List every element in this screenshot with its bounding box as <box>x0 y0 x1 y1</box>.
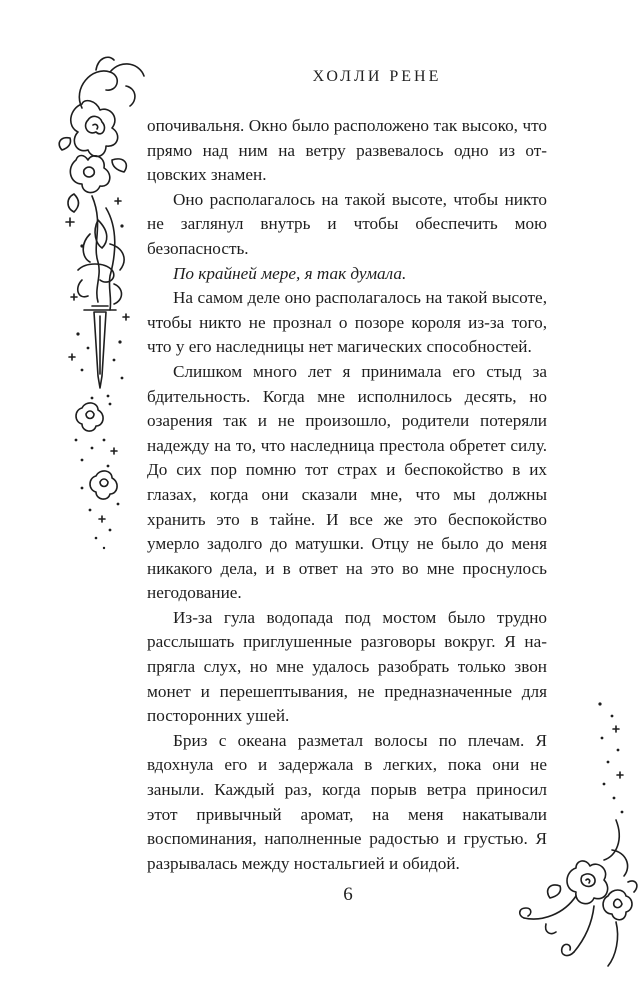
floral-vine-dagger-icon <box>52 48 152 568</box>
paragraph-italic: По крайней мере, я так думала. <box>173 263 407 283</box>
floral-vine-corner-icon <box>516 700 640 980</box>
paragraph: На самом деле оно располагалось на такой высоте, чтобы никто не прознал о позоре короля из-за того, что у его наследницы нет магических способностей. <box>147 288 547 357</box>
paragraph: Бриз с океана разметал волосы по плечам. Я вдохнула его и задержала в легких, пока они не заныли. Каждый раз, когда порыв ветра приносил этот привычный аромат, на меня накатывали воспоминания, наполненные радостью и грустью. Я разрывалась между ностальгией и обидой. <box>147 730 547 873</box>
paragraph: Слишком много лет я принимала его стыд за бдительность. Когда мне исполнилось десять, но озарения так и не произошло, родители потеряли надежду на то, что наследница престола обретет силу. До сих пор помню тот страх и беспокойство в их глазах, когда они сказали мне, что мы должны хранить это в тайне. И все же это беспокойство умерло задолго до матушки. Отцу не было до меня никакого дела, и в ответ на это во мне проснулось негодование. <box>147 361 547 603</box>
page-number: 6 <box>343 884 353 905</box>
body-text <box>147 114 547 876</box>
running-head: ХОЛЛИ РЕНЕ <box>312 68 442 85</box>
paragraph: Из-за гула водопада под мостом было трудно расслышать приглушенные разговоры вокруг. Я напрягла слух, но мне удалось разобрать только звон монет и перешептывания, не предназначенные для посторонних ушей. <box>147 607 547 726</box>
paragraph: Оно располагалось на такой высоте, чтобы никто не заглянул внутрь и чтобы обеспечить мою безопасность. <box>147 189 547 258</box>
paragraph: опочивальня. Окно было расположено так высоко, что прямо над ним на ветру развевалось одно из отцовских знамен. <box>147 116 547 185</box>
